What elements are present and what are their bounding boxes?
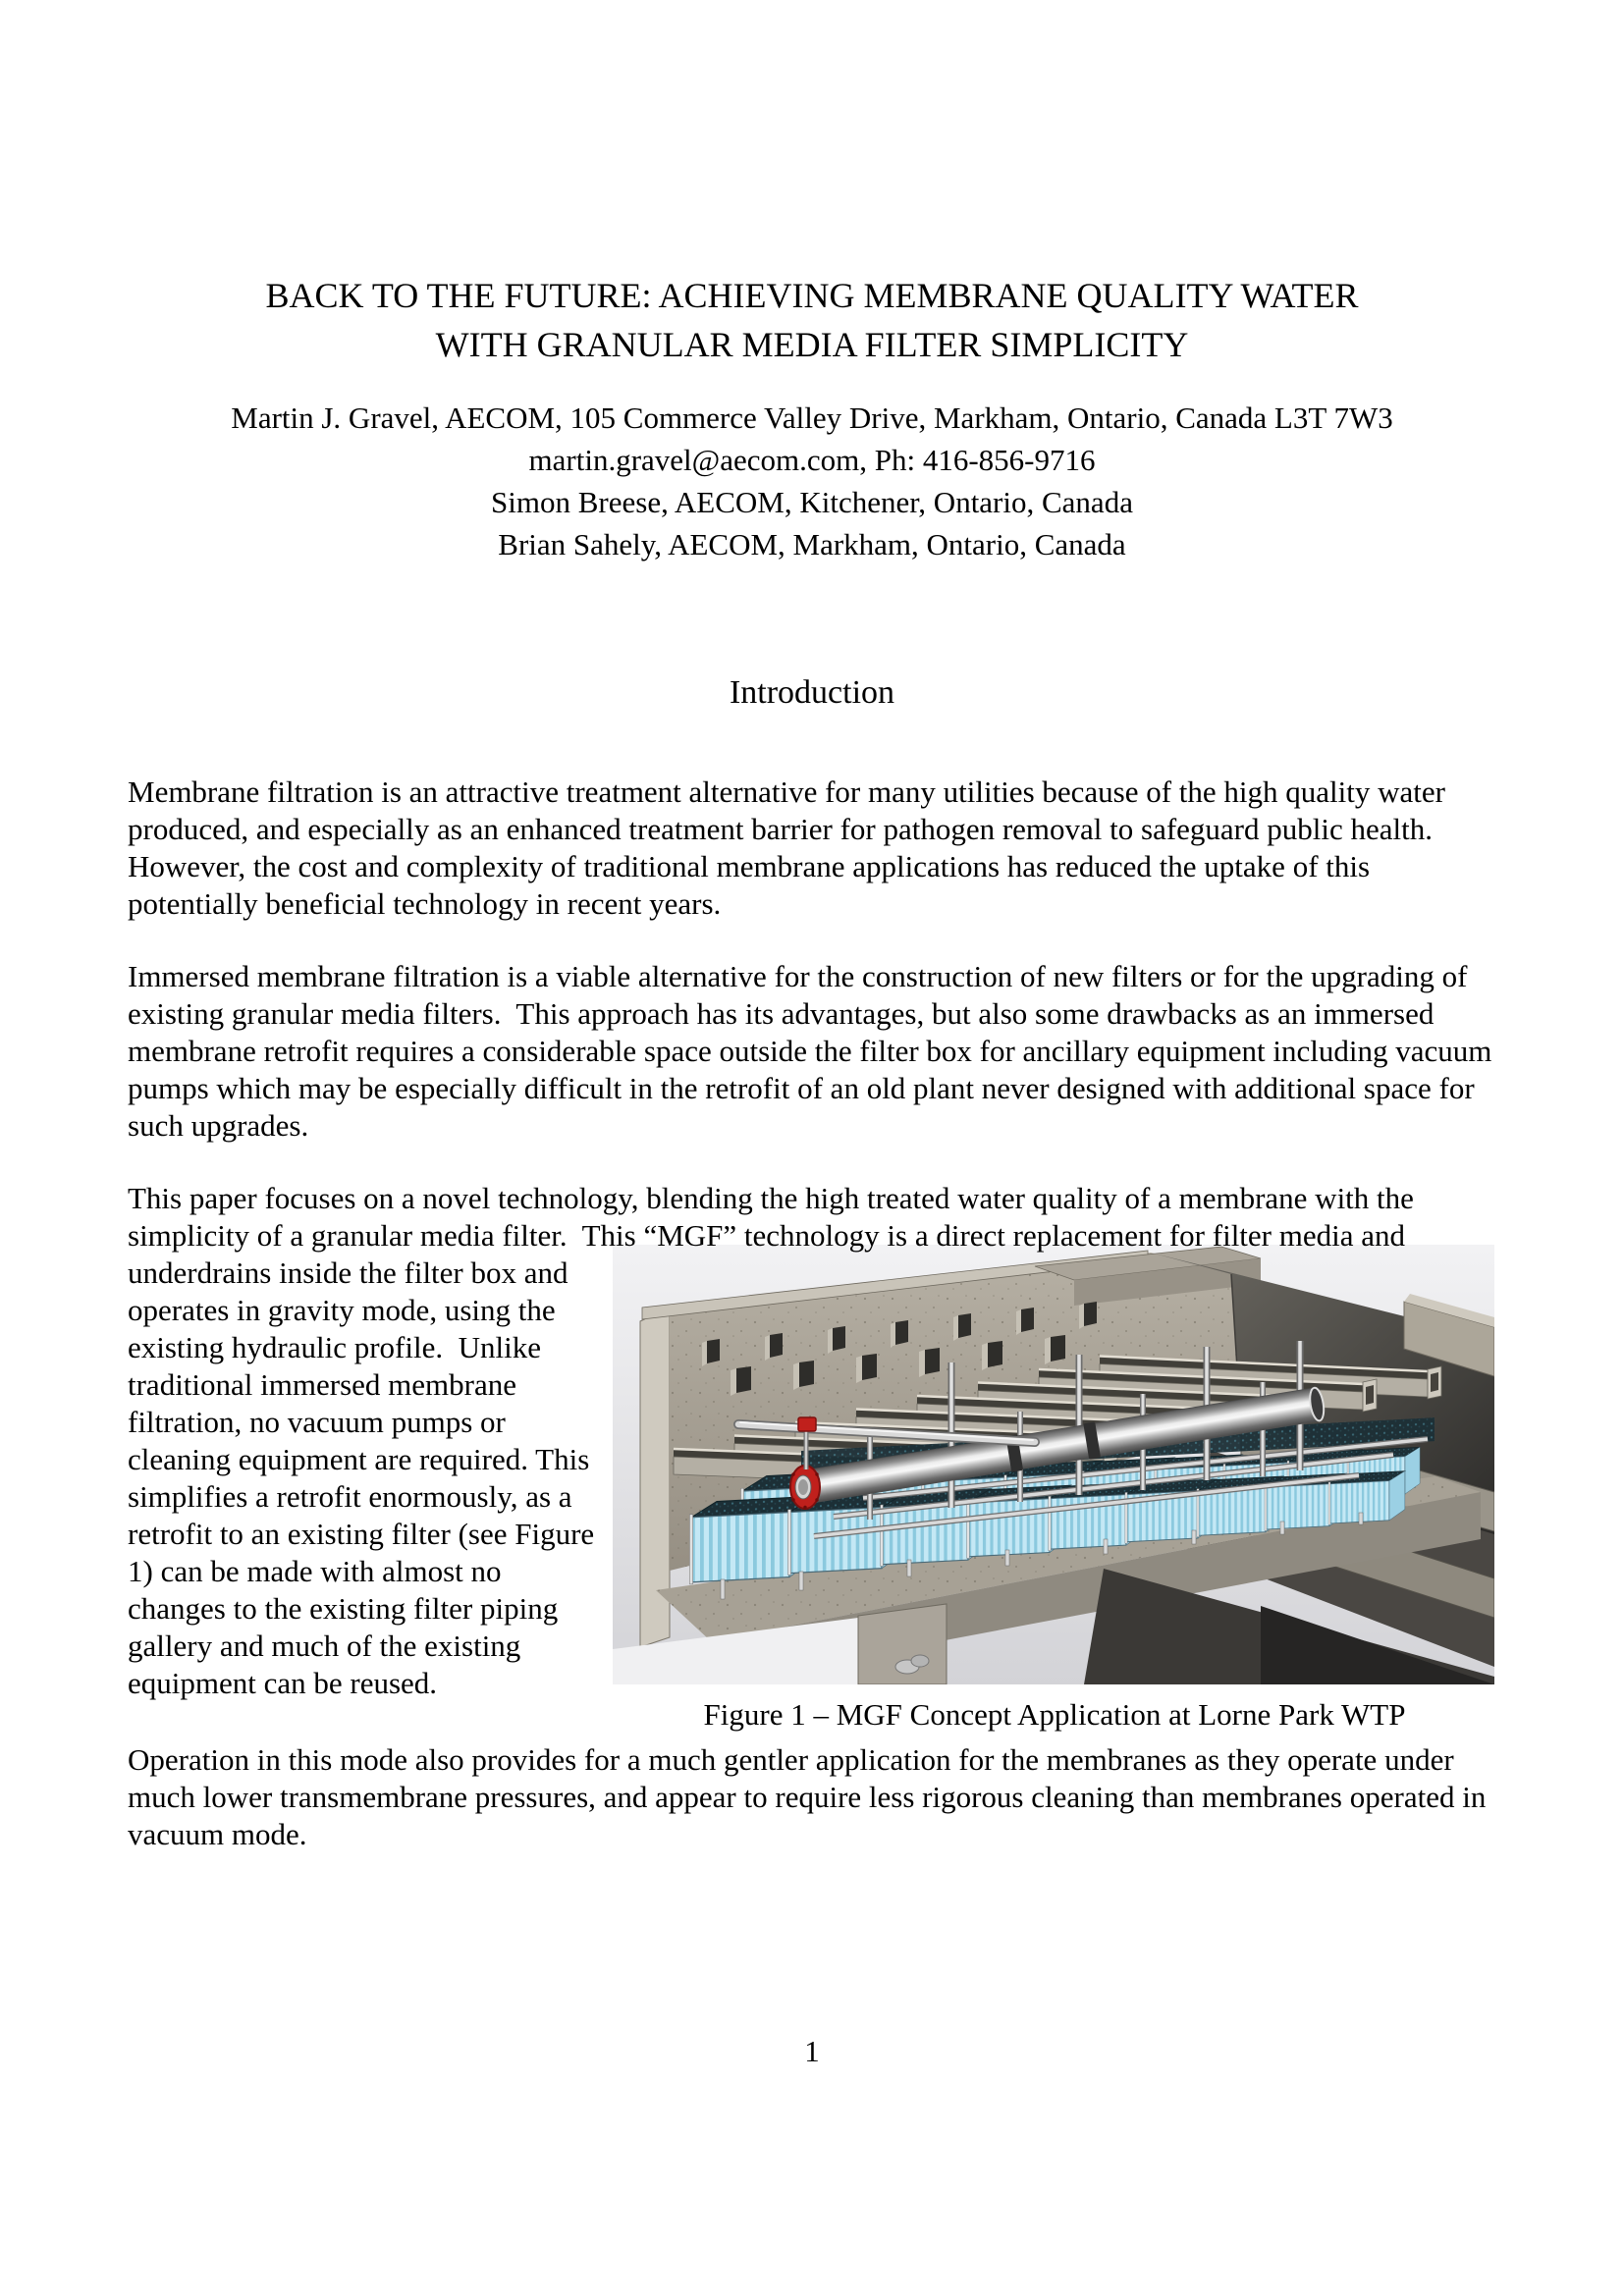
red-valve — [798, 1417, 816, 1431]
paragraph-1: Membrane filtration is an attractive treatment alternative for many utilities because of the high quality water produced, and especially as an enhanced treatment barrier for pathogen removal to safeguard public health. However, the cost and complexity of traditional membrane applications has reduced the uptake of this potentially beneficial technology in recent years. — [128, 774, 1453, 921]
paper-title-line1: BACK TO THE FUTURE: ACHIEVING MEMBRANE QUALITY WATER — [265, 276, 1359, 315]
figure-1-caption: Figure 1 – MGF Concept Application at Lorne Park WTP — [703, 1697, 1406, 1732]
author-line-2: martin.gravel@aecom.com, Ph: 416-856-9716 — [528, 443, 1096, 477]
author-line-1: Martin J. Gravel, AECOM, 105 Commerce Valley Drive, Markham, Ontario, Canada L3T 7W3 — [231, 400, 1393, 435]
paragraph-3 — [128, 1180, 1496, 1732]
section-heading-introduction: Introduction — [729, 674, 895, 711]
paragraph-2: Immersed membrane filtration is a viable alternative for the construction of new filters or for the upgrading of existing granular media filters. This approach has its advantages, but also some drawbacks as an immersed membrane retrofit requires a considerable space outside the filter box for ancillary equipment including vacuum pumps which may be especially difficult in the retrofit of an old plant never designed with additional space for such upgrades. — [128, 959, 1500, 1143]
paper-title-line2: WITH GRANULAR MEDIA FILTER SIMPLICITY — [435, 325, 1189, 364]
author-line-3: Simon Breese, AECOM, Kitchener, Ontario, Canada — [491, 485, 1133, 519]
red-flange — [790, 1466, 820, 1509]
figure-1 — [613, 1245, 1496, 1734]
author-block — [128, 397, 1496, 565]
page-number: 1 — [804, 2034, 820, 2068]
figure-1-image — [613, 1245, 1494, 1684]
author-line-4: Brian Sahely, AECOM, Markham, Ontario, Canada — [498, 527, 1126, 561]
paper-title — [128, 271, 1496, 369]
paragraph-4: Operation in this mode also provides for a much gentler application for the membranes as they operate under much lower transmembrane pressures, and appear to require less rigorous cleaning than membranes operated in vacuum mode. — [128, 1742, 1494, 1851]
paragraph-3-text-after: underdrains inside the filter box and operates in gravity mode, using the existing hydraulic profile. Unlike traditional immersed membrane filtration, no vacuum pumps or cleaning equipment are required. This simplifies a retrofit enormously, as a retrofit to an existing filter (see Figure 1) can be made with almost no changes to the existing filter piping gallery and much of the existing equipment can be reused. — [128, 1255, 602, 1700]
paragraph-3-text-before: This paper focuses on a novel technology, blending the high treated water quality of a membrane with the simplicity of a granular media filter. This “MGF” technology is a direct replacement for filter media and — [128, 1181, 1422, 1253]
